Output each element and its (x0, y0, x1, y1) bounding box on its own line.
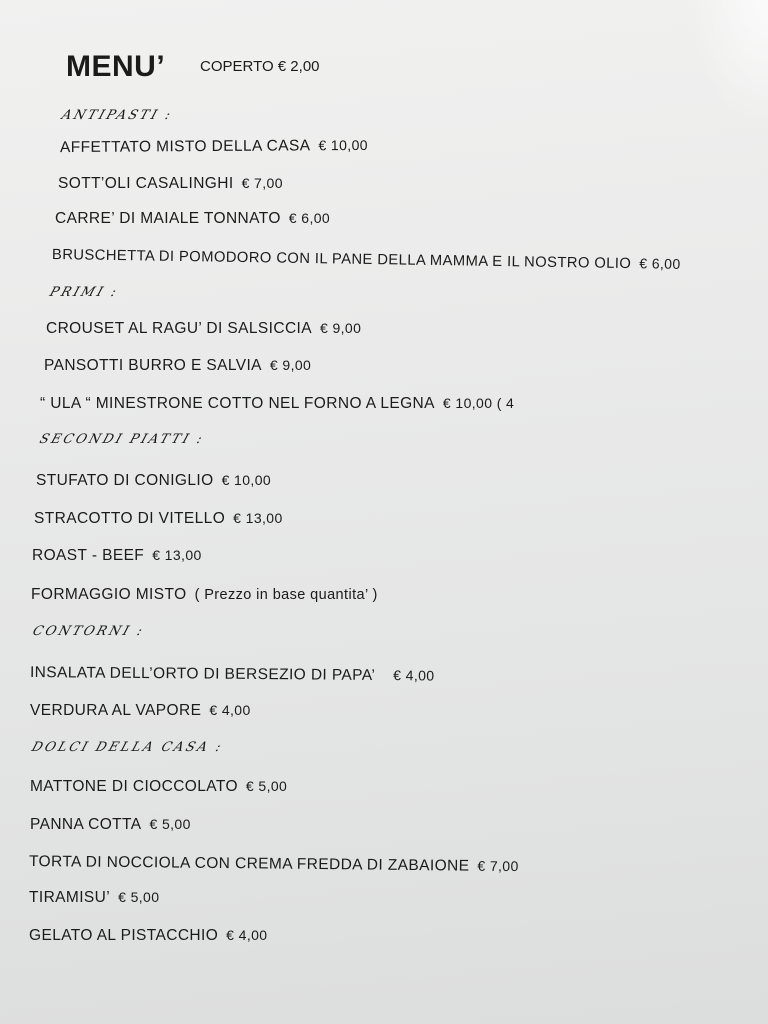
item-name: STUFATO DI CONIGLIO (36, 472, 214, 489)
item-price: € 6,00 (288, 210, 331, 226)
item-price: € 7,00 (477, 857, 519, 875)
item-price: € 4,00 (209, 702, 251, 718)
section-contorni: CONTORNI : (30, 624, 147, 639)
menu-item (29, 853, 519, 876)
item-price-note: ( Prezzo in base quantita’ ) (194, 587, 378, 603)
menu-item (60, 137, 368, 157)
item-price: € 5,00 (118, 889, 160, 905)
menu-item (30, 778, 287, 796)
item-price: € 13,00 (152, 547, 202, 563)
menu-item (32, 547, 202, 565)
item-price: € 4,00 (226, 927, 268, 943)
section-primi: PRIMI : (47, 285, 121, 300)
menu-item (29, 889, 159, 907)
menu-item (52, 246, 681, 273)
menu-item (44, 357, 311, 375)
item-price: € 13,00 (233, 510, 283, 526)
menu-item (29, 927, 268, 945)
item-price: € 4,00 (393, 667, 435, 684)
menu-item (55, 210, 330, 228)
menu-title: MENU’ (66, 50, 166, 83)
section-antipasti: ANTIPASTI : (59, 108, 175, 123)
menu-item (36, 472, 271, 490)
item-name: ROAST - BEEF (32, 547, 145, 564)
item-name: TORTA DI NOCCIOLA CON CREMA FREDDA DI ZABAIONE (28, 853, 470, 875)
menu-item (31, 586, 378, 604)
item-price: € 10,00 ( 4 (442, 395, 515, 411)
item-name: CROUSET AL RAGU’ DI SALSICCIA (46, 320, 312, 337)
menu-item (46, 320, 361, 338)
item-price: € 10,00 (221, 472, 272, 488)
item-name: MATTONE DI CIOCCOLATO (30, 778, 238, 795)
item-name: GELATO AL PISTACCHIO (29, 927, 219, 944)
item-price: € 10,00 (318, 136, 368, 154)
menu-item (30, 702, 251, 720)
item-name: INSALATA DELL’ORTO DI BERSEZIO DI PAPA’ (29, 664, 376, 685)
item-name: BRUSCHETTA DI POMODORO CON IL PANE DELLA MAMMA E IL NOSTRO OLIO (51, 247, 632, 273)
section-dolci-della-casa: DOLCI DELLA CASA : (29, 740, 226, 755)
item-name: PANNA COTTA (30, 816, 142, 833)
item-name: STRACOTTO DI VITELLO (34, 510, 226, 527)
item-name: CARRE’ DI MAIALE TONNATO (55, 210, 281, 227)
item-name: “ ULA “ MINESTRONE COTTO NEL FORNO A LEGNA (40, 395, 435, 412)
menu-item (30, 664, 435, 686)
item-name: TIRAMISU’ (29, 889, 111, 906)
item-price: € 5,00 (245, 778, 288, 794)
item-price: € 5,00 (149, 816, 191, 832)
paper-corner-highlight (688, 0, 768, 130)
item-name: SOTT’OLI CASALINGHI (58, 175, 234, 192)
item-name: VERDURA AL VAPORE (30, 702, 202, 719)
item-price: € 9,00 (269, 357, 312, 373)
item-price: € 9,00 (319, 320, 362, 336)
section-secondi-piatti: SECONDI PIATTI : (37, 432, 207, 447)
item-name: PANSOTTI BURRO E SALVIA (44, 357, 262, 374)
item-name: AFFETTATO MISTO DELLA CASA (59, 137, 311, 157)
menu-item (34, 510, 283, 528)
item-price: € 7,00 (241, 175, 283, 191)
menu-item (30, 816, 191, 834)
coperto-charge: COPERTO € 2,00 (200, 58, 320, 75)
item-price: € 6,00 (639, 255, 681, 272)
item-name: FORMAGGIO MISTO (31, 586, 187, 603)
menu-item (40, 395, 514, 413)
menu-item (58, 175, 283, 193)
